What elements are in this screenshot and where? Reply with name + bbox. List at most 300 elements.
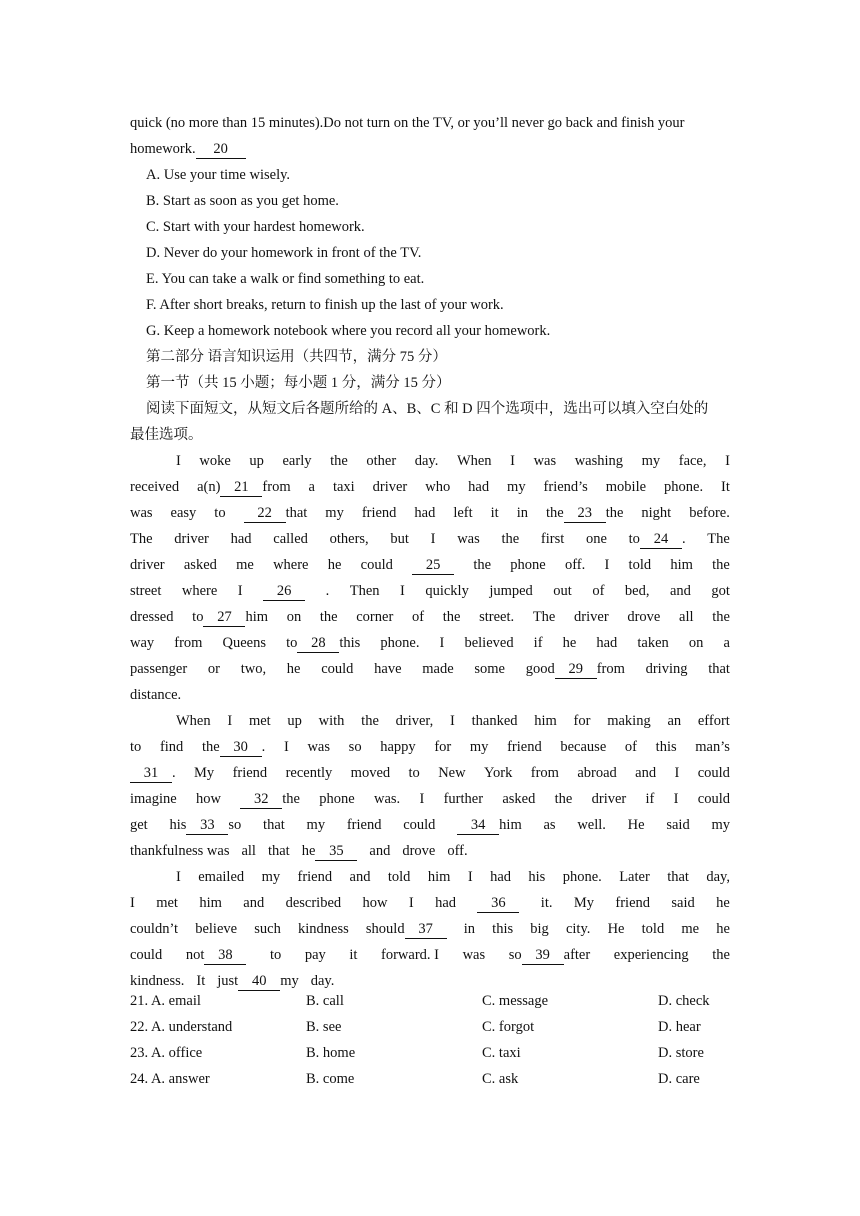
passage-word: could xyxy=(697,765,730,781)
blank-27: 27 xyxy=(203,608,245,627)
passage-word: not 38 xyxy=(186,942,247,968)
passage-word: my xyxy=(641,453,661,469)
blank-38: 38 xyxy=(204,946,246,965)
passage-word: moved xyxy=(350,765,391,781)
passage-word: up xyxy=(287,713,302,729)
passage-word: corner xyxy=(356,609,394,625)
passage-word: 31 . xyxy=(130,760,176,786)
passage-line xyxy=(130,630,730,656)
passage-word: phone xyxy=(319,791,355,807)
passage-word: he xyxy=(327,557,342,573)
blank-29: 29 xyxy=(555,660,597,679)
passage-word: how xyxy=(196,791,221,807)
passage-word: 34 him xyxy=(457,812,522,838)
passage-word: phone. xyxy=(380,635,420,651)
choice-row xyxy=(130,1040,730,1066)
passage-word: described xyxy=(285,895,342,911)
passage-word: asked xyxy=(502,791,536,807)
cloze-passage xyxy=(130,448,730,994)
answer-choices xyxy=(130,988,730,1092)
passage-line xyxy=(130,890,730,916)
passage-word: had xyxy=(230,531,252,547)
passage-word: Queens xyxy=(222,635,267,651)
passage-word: couldn’t xyxy=(130,921,179,937)
passage-word: phone. xyxy=(664,479,704,495)
passage-word: the xyxy=(361,713,379,729)
passage-word: I xyxy=(725,453,730,469)
passage-word: driver, xyxy=(395,713,434,729)
passage-word: some xyxy=(474,661,505,677)
passage-word: off. xyxy=(564,557,586,573)
passage-word: quickly xyxy=(425,583,469,599)
passage-word: me xyxy=(681,921,700,937)
passage-word: the xyxy=(319,609,338,625)
blank-25: 25 xyxy=(412,556,454,575)
passage-word: could xyxy=(321,661,354,677)
passage-word: or xyxy=(207,661,220,677)
passage-word: woke xyxy=(199,453,231,469)
choice-option-c: C. taxi xyxy=(482,1045,521,1061)
passage-word: my xyxy=(469,739,489,755)
passage-word: was xyxy=(307,739,331,755)
passage-word: told xyxy=(387,869,411,885)
passage-line xyxy=(130,916,730,942)
passage-word: so 39 after xyxy=(508,947,591,963)
passage-word: had xyxy=(490,869,511,885)
passage-word: It xyxy=(196,973,206,989)
passage-word: other xyxy=(366,453,397,469)
passage-word: phone xyxy=(510,557,546,573)
passage-word: I xyxy=(673,791,679,807)
passage-word: It xyxy=(721,479,730,495)
passage-word: recently xyxy=(285,765,333,781)
passage-word: my xyxy=(261,869,281,885)
passage-word: thankfulness was xyxy=(130,843,230,859)
passage-word: all xyxy=(679,609,694,625)
passage-word: friend xyxy=(615,895,651,911)
passage-word: When xyxy=(456,453,492,469)
option-item: B. Start as soon as you get home. xyxy=(146,193,339,209)
blank-22: 22 xyxy=(244,504,286,523)
passage-word: an xyxy=(667,713,682,729)
passage-word: a xyxy=(723,635,730,651)
passage-word: in xyxy=(516,505,528,521)
blank-39: 39 xyxy=(522,946,564,965)
passage-word: washing xyxy=(574,453,624,469)
passage-word: if xyxy=(645,791,655,807)
passage-word: one xyxy=(586,531,607,547)
passage-word: the 30 . xyxy=(201,739,266,755)
passage-word: I xyxy=(510,453,515,469)
passage-word: him xyxy=(534,713,557,729)
passage-word: I xyxy=(430,531,436,547)
passage-word: kindness. xyxy=(130,973,185,989)
choice-option-c: C. forgot xyxy=(482,1019,535,1035)
passage-word: on xyxy=(688,635,704,651)
passage-word: such xyxy=(254,921,281,937)
passage-word: because xyxy=(560,739,607,755)
passage-word: all xyxy=(241,843,256,859)
passage-word: if xyxy=(533,635,543,651)
passage-word: where xyxy=(273,557,309,573)
passage-word: to 28 this xyxy=(286,635,361,651)
passage-word: off. xyxy=(447,843,468,859)
passage-word: get xyxy=(130,817,148,833)
passage-word: The xyxy=(532,609,556,625)
passage-word: abroad xyxy=(577,765,617,781)
passage-word: mobile xyxy=(605,479,647,495)
passage-word: called xyxy=(273,531,308,547)
passage-word: further xyxy=(443,791,484,807)
passage-word: his 33 so xyxy=(169,817,242,833)
passage-word: my xyxy=(306,817,326,833)
passage-word: friend xyxy=(507,739,542,755)
passage-word: the xyxy=(712,557,730,573)
passage-word: friend xyxy=(297,869,333,885)
passage-word: my xyxy=(711,817,730,833)
passage-word: told xyxy=(628,557,652,573)
passage-word: that xyxy=(667,869,689,885)
passage-word: thanked xyxy=(471,713,518,729)
passage-word: driver xyxy=(174,531,209,547)
passage-line xyxy=(130,474,730,500)
passage-word: driver xyxy=(591,791,627,807)
intro-line-2 xyxy=(130,136,730,162)
passage-word: had xyxy=(468,479,490,495)
passage-word: was xyxy=(533,453,557,469)
passage-word: and xyxy=(635,765,657,781)
passage-word: When xyxy=(176,713,211,729)
passage-word: I xyxy=(400,583,405,599)
passage-word: believe xyxy=(195,921,238,937)
passage-word: the 23 the xyxy=(545,505,624,521)
passage-word: asked xyxy=(183,557,217,573)
passage-word: the xyxy=(473,557,492,573)
passage-word: it xyxy=(490,505,499,521)
choice-option-c: C. message xyxy=(482,993,549,1009)
passage-word: said xyxy=(671,895,695,911)
passage-word: forward. I xyxy=(381,947,439,963)
passage-word: happy xyxy=(380,739,416,755)
passage-word: for xyxy=(573,713,591,729)
passage-word: find xyxy=(159,739,184,755)
blank-20: 20 xyxy=(196,140,246,159)
passage-word: jumped xyxy=(489,583,533,599)
passage-word: could xyxy=(403,817,436,833)
passage-word: how xyxy=(362,895,388,911)
passage-word: to xyxy=(408,765,420,781)
document-body xyxy=(130,110,730,994)
passage-word xyxy=(412,552,454,578)
passage-word: have xyxy=(374,661,402,677)
passage-line xyxy=(130,526,730,552)
passage-word: day. xyxy=(310,973,335,989)
passage-word: left xyxy=(453,505,473,521)
blank-32: 32 xyxy=(240,790,282,809)
passage-word: My xyxy=(194,765,215,781)
passage-word: I xyxy=(467,869,473,885)
passage-word: others, xyxy=(329,531,369,547)
option-item: F. After short breaks, return to finish up the last of your work. xyxy=(146,297,504,313)
blank-40: 40 xyxy=(238,972,280,991)
passage-word: I xyxy=(674,765,680,781)
passage-word: taxi xyxy=(332,479,355,495)
instruction-line-2: 最佳选项。 xyxy=(130,427,203,443)
passage-word: My xyxy=(573,895,595,911)
passage-word: and xyxy=(669,583,691,599)
passage-line xyxy=(130,500,730,526)
passage-line xyxy=(130,838,730,864)
passage-word: had xyxy=(596,635,618,651)
passage-word: was. xyxy=(373,791,401,807)
passage-word: him xyxy=(427,869,451,885)
passage-word: him xyxy=(670,557,693,573)
passage-word: face, xyxy=(678,453,707,469)
passage-word: could xyxy=(130,947,163,963)
choice-option-a: 22. A. understand xyxy=(130,1019,233,1035)
passage-word: friend’s xyxy=(543,479,588,495)
passage-word: who xyxy=(425,479,451,495)
option-item: A. Use your time wisely. xyxy=(146,167,291,183)
passage-word: York xyxy=(483,765,513,781)
passage-word: good 29 from xyxy=(525,661,625,677)
passage-word: I xyxy=(176,453,181,469)
passage-word: I xyxy=(237,583,243,599)
passage-word: said xyxy=(666,817,690,833)
passage-word: taken xyxy=(637,635,669,651)
passage-line xyxy=(130,812,730,838)
passage-word: he 35 xyxy=(302,843,358,859)
passage-word: driver xyxy=(130,557,165,573)
passage-word: 22 that xyxy=(244,500,308,526)
intro-line-2-text: homework. xyxy=(130,141,196,157)
passage-word: well. xyxy=(577,817,606,833)
passage-word: that xyxy=(267,843,290,859)
passage-word: the xyxy=(330,453,348,469)
passage-word: and xyxy=(369,843,391,859)
passage-word: so xyxy=(348,739,362,755)
passage-word: He xyxy=(627,817,645,833)
passage-word: pay xyxy=(304,947,326,963)
passage-word: phone. xyxy=(562,869,602,885)
passage-line xyxy=(130,682,730,708)
passage-word: early xyxy=(282,453,312,469)
passage-word: that xyxy=(708,661,730,677)
passage-word: he xyxy=(286,661,301,677)
passage-word: to 24 . xyxy=(628,531,686,547)
blank-21: 21 xyxy=(220,478,262,497)
passage-word: day. xyxy=(414,453,439,469)
blank-30: 30 xyxy=(220,738,262,757)
option-item: E. You can take a walk or find something to eat. xyxy=(146,271,425,287)
choice-option-b: B. call xyxy=(306,993,344,1009)
blank-26: 26 xyxy=(263,582,305,601)
passage-word: for xyxy=(434,739,452,755)
passage-word: was xyxy=(130,505,153,521)
blank-34: 34 xyxy=(457,816,499,835)
passage-word: street xyxy=(130,583,162,599)
passage-word: of xyxy=(624,739,638,755)
passage-word: my xyxy=(325,505,344,521)
passage-word: the xyxy=(554,791,573,807)
passage-line xyxy=(130,578,730,604)
passage-word: 32 the xyxy=(240,786,300,812)
passage-line xyxy=(130,708,730,734)
passage-word: I xyxy=(176,869,181,885)
passage-word: I xyxy=(283,739,289,755)
choice-option-c: C. ask xyxy=(482,1071,519,1087)
choice-option-d: D. check xyxy=(658,993,710,1009)
passage-word: told xyxy=(641,921,665,937)
choice-row xyxy=(130,988,730,1014)
passage-word: as xyxy=(543,817,556,833)
blank-23: 23 xyxy=(564,504,606,523)
passage-word: could xyxy=(360,557,393,573)
option-item: C. Start with your hardest homework. xyxy=(146,219,365,235)
passage-word: in xyxy=(463,921,476,937)
passage-word: got xyxy=(711,583,730,599)
passage-word: was xyxy=(457,531,480,547)
passage-word: on xyxy=(286,609,302,625)
blank-31: 31 xyxy=(130,764,172,783)
passage-word: believed xyxy=(464,635,514,651)
passage-word: received xyxy=(130,479,180,495)
passage-word: dressed xyxy=(130,609,174,625)
choice-row xyxy=(130,1014,730,1040)
passage-word: from xyxy=(530,765,559,781)
choice-option-d: D. store xyxy=(658,1045,704,1061)
passage-word: driver xyxy=(372,479,408,495)
passage-word: and xyxy=(243,895,265,911)
passage-word: distance. xyxy=(130,687,182,703)
passage-word: kindness xyxy=(298,921,349,937)
passage-word: night xyxy=(641,505,672,521)
passage-word: the xyxy=(501,531,520,547)
passage-line xyxy=(130,942,730,968)
passage-line xyxy=(130,786,730,812)
option-item: D. Never do your homework in front of the TV. xyxy=(146,245,422,261)
choice-option-a: 24. A. answer xyxy=(130,1071,210,1087)
passage-word: . xyxy=(325,583,330,599)
passage-word: first xyxy=(540,531,565,547)
choice-option-b: B. home xyxy=(306,1045,356,1061)
passage-word: driver xyxy=(574,609,609,625)
choice-option-b: B. see xyxy=(306,1019,342,1035)
passage-word: him xyxy=(199,895,222,911)
passage-word: had xyxy=(414,505,436,521)
passage-word: he xyxy=(716,895,730,911)
passage-word: to xyxy=(214,505,226,521)
passage-word: of xyxy=(592,583,605,599)
passage-word: he xyxy=(562,635,577,651)
passage-line xyxy=(130,656,730,682)
passage-word: friend xyxy=(346,817,382,833)
intro-line-1: quick (no more than 15 minutes).Do not turn on the TV, or you’ll never go back and finish your xyxy=(130,115,685,131)
passage-word: to 27 him xyxy=(192,609,269,625)
passage-word: emailed xyxy=(198,869,245,885)
blank-36: 36 xyxy=(477,894,519,913)
passage-word: this xyxy=(655,739,677,755)
passage-line xyxy=(130,604,730,630)
passage-word: and xyxy=(349,869,371,885)
passage-word: this xyxy=(492,921,514,937)
passage-word: met xyxy=(248,713,271,729)
passage-word: was xyxy=(462,947,486,963)
passage-word xyxy=(263,578,305,604)
passage-word: easy xyxy=(170,505,197,521)
choice-option-d: D. hear xyxy=(658,1019,701,1035)
passage-word: from xyxy=(174,635,203,651)
choice-option-a: 21. A. email xyxy=(130,993,201,1009)
passage-word: to xyxy=(269,947,282,963)
passage-word: it xyxy=(349,947,358,963)
passage-line xyxy=(130,760,730,786)
blank-33: 33 xyxy=(186,816,228,835)
part2-heading: 第二部分 语言知识运用（共四节，满分 75 分） xyxy=(146,349,447,365)
passage-word: friend xyxy=(361,505,397,521)
passage-word: experiencing xyxy=(613,947,689,963)
choice-row xyxy=(130,1066,730,1092)
passage-word: out xyxy=(553,583,572,599)
instruction-line-1: 阅读下面短文，从短文后各题所给的 A、B、C 和 D 四个选项中，选出可以填入空白处的 xyxy=(146,401,709,417)
option-item: G. Keep a homework notebook where you record all your homework. xyxy=(146,323,551,339)
passage-word: The xyxy=(707,531,730,547)
passage-line xyxy=(130,734,730,760)
passage-word: the xyxy=(712,947,730,963)
passage-word: with xyxy=(318,713,345,729)
passage-word: imagine xyxy=(130,791,177,807)
section1-heading: 第一节（共 15 小题；每小题 1 分，满分 15 分） xyxy=(146,375,451,391)
blank-37: 37 xyxy=(405,920,447,939)
passage-word: driving xyxy=(645,661,688,677)
passage-word: a(n) 21 from xyxy=(197,479,291,495)
passage-word: made xyxy=(422,661,454,677)
passage-word: just 40 my xyxy=(217,973,299,989)
passage-word: big xyxy=(530,921,549,937)
passage-word: the xyxy=(712,609,730,625)
passage-word: making xyxy=(607,713,651,729)
blank-24: 24 xyxy=(640,530,682,549)
passage-line xyxy=(130,864,730,890)
passage-word: me xyxy=(236,557,254,573)
choice-option-b: B. come xyxy=(306,1071,355,1087)
passage-word: New xyxy=(438,765,466,781)
passage-word: I xyxy=(450,713,455,729)
passage-word: he xyxy=(716,921,730,937)
passage-word: drove xyxy=(402,843,436,859)
passage-word: effort xyxy=(697,713,730,729)
passage-word: his xyxy=(528,869,546,885)
passage-word: The xyxy=(130,531,153,547)
blank-35: 35 xyxy=(315,842,357,861)
passage-word: of xyxy=(411,609,425,625)
passage-word: met xyxy=(156,895,178,911)
passage-word: I xyxy=(419,791,425,807)
passage-word: man’s xyxy=(695,739,730,755)
passage-word: I xyxy=(604,557,610,573)
blank-28: 28 xyxy=(297,634,339,653)
passage-word: street. xyxy=(479,609,515,625)
choice-option-d: D. care xyxy=(658,1071,700,1087)
passage-word: to xyxy=(130,739,142,755)
choice-option-a: 23. A. office xyxy=(130,1045,203,1061)
passage-word: two, xyxy=(240,661,267,677)
passage-word xyxy=(477,890,519,916)
passage-word: Then xyxy=(349,583,380,599)
passage-word: I xyxy=(130,895,135,911)
passage-word: He xyxy=(607,921,625,937)
passage-line xyxy=(130,552,730,578)
